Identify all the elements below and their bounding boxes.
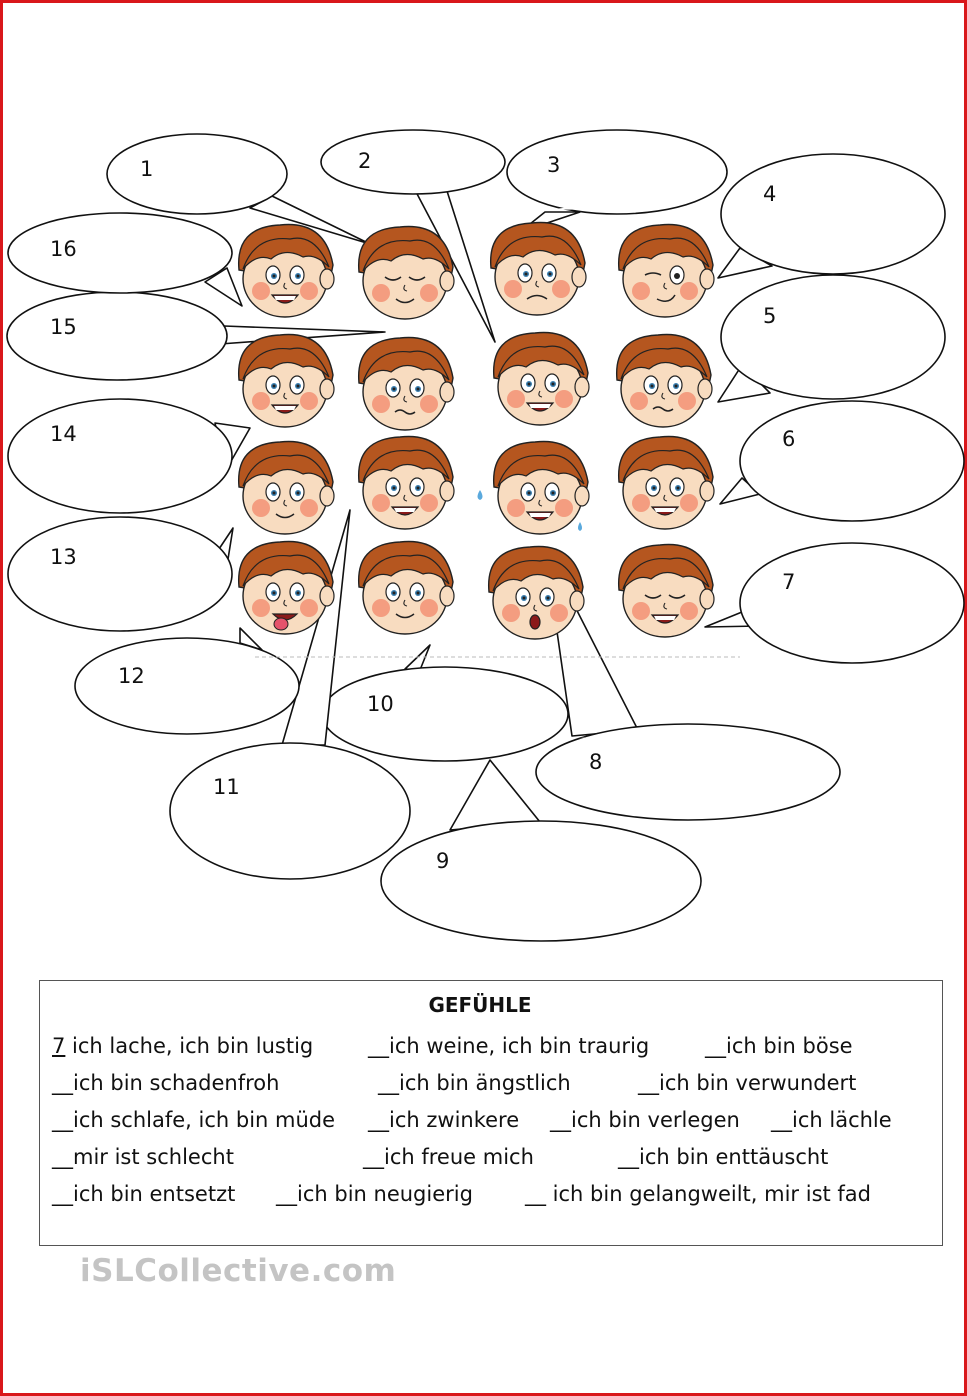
speech-bubble bbox=[8, 517, 232, 631]
answer-number[interactable]: 7 bbox=[52, 1034, 66, 1058]
speech-bubble bbox=[321, 130, 505, 194]
speech-bubble bbox=[740, 543, 964, 663]
phrase-text: __ich freue mich bbox=[363, 1145, 534, 1169]
face bbox=[619, 225, 714, 318]
phrase-text: __ich bin verlegen bbox=[550, 1108, 740, 1132]
phrase-item bbox=[368, 1034, 649, 1058]
phrase-item bbox=[550, 1108, 740, 1132]
phrase-text: __ich bin neugierig bbox=[276, 1182, 473, 1206]
site-watermark: iSLCollective.com bbox=[80, 1253, 397, 1289]
face bbox=[239, 442, 334, 535]
phrase-item bbox=[638, 1071, 856, 1095]
speech-bubble bbox=[721, 154, 945, 274]
face bbox=[359, 542, 454, 635]
phrase-text: __ich bin schadenfroh bbox=[52, 1071, 280, 1095]
phrase-item bbox=[276, 1182, 473, 1206]
speech-bubble bbox=[75, 638, 299, 734]
face bbox=[359, 437, 454, 530]
bubble-number: 16 bbox=[50, 237, 77, 261]
phrase-item bbox=[378, 1071, 571, 1095]
speech-bubble bbox=[721, 275, 945, 399]
speech-bubble bbox=[8, 213, 232, 293]
phrase-text: ich lache, ich bin lustig bbox=[65, 1034, 314, 1058]
speech-bubble bbox=[536, 724, 840, 820]
speech-bubble bbox=[322, 667, 568, 761]
phrase-text: __mir ist schlecht bbox=[52, 1145, 234, 1169]
phrase-item bbox=[525, 1182, 871, 1206]
phrase-item bbox=[705, 1034, 853, 1058]
bubble-number: 1 bbox=[140, 157, 154, 181]
phrase-item bbox=[771, 1108, 892, 1132]
phrase-text: __ich zwinkere bbox=[368, 1108, 520, 1132]
phrase-text: __ich bin verwundert bbox=[638, 1071, 857, 1095]
speech-bubbles bbox=[7, 130, 964, 941]
bubble-number: 10 bbox=[367, 692, 394, 716]
speech-bubble bbox=[507, 130, 727, 214]
face bbox=[239, 225, 334, 318]
phrase-item bbox=[52, 1182, 235, 1206]
phrase-item bbox=[52, 1071, 279, 1095]
bubble-number: 6 bbox=[782, 427, 796, 451]
phrase-item bbox=[52, 1034, 313, 1058]
phrase-item bbox=[52, 1108, 335, 1132]
bubble-number: 9 bbox=[436, 849, 450, 873]
phrase-text: __ich weine, ich bin traurig bbox=[368, 1034, 650, 1058]
face bbox=[359, 338, 454, 431]
phrase-text: __ich bin böse bbox=[705, 1034, 853, 1058]
bubble-number: 12 bbox=[118, 664, 145, 688]
face bbox=[617, 335, 712, 428]
phrase-text: __ ich bin gelangweilt, mir ist fad bbox=[525, 1182, 872, 1206]
bubble-number: 4 bbox=[763, 182, 777, 206]
face bbox=[494, 333, 589, 426]
phrase-text: __ich bin ängstlich bbox=[378, 1071, 571, 1095]
face bbox=[359, 227, 454, 320]
phrase-text: __ich schlafe, ich bin müde bbox=[52, 1108, 336, 1132]
phrase-item bbox=[363, 1145, 534, 1169]
phrase-text: __ich lächle bbox=[771, 1108, 892, 1132]
bubble-number: 14 bbox=[50, 422, 77, 446]
bubble-number: 13 bbox=[50, 545, 77, 569]
bubble-number: 8 bbox=[589, 750, 603, 774]
face bbox=[478, 442, 590, 535]
speech-bubble bbox=[381, 821, 701, 941]
bubble-tail bbox=[450, 760, 540, 830]
speech-bubble bbox=[7, 292, 227, 380]
phrase-text: __ich bin entsetzt bbox=[52, 1182, 236, 1206]
speech-bubble bbox=[740, 401, 964, 521]
bubble-number: 15 bbox=[50, 315, 77, 339]
bubble-number: 11 bbox=[213, 775, 240, 799]
vocabulary-box bbox=[39, 980, 943, 1246]
phrase-item bbox=[618, 1145, 828, 1169]
face bbox=[619, 545, 714, 638]
phrase-item bbox=[368, 1108, 519, 1132]
speech-bubble bbox=[107, 134, 287, 214]
speech-bubble bbox=[8, 399, 232, 513]
phrase-item bbox=[52, 1145, 234, 1169]
face bbox=[491, 223, 586, 316]
faces-grid bbox=[239, 223, 740, 658]
face bbox=[619, 437, 714, 530]
face bbox=[239, 335, 334, 428]
bubble-number: 5 bbox=[763, 304, 777, 328]
bubble-number: 3 bbox=[547, 153, 561, 177]
vocabulary-title: GEFÜHLE bbox=[428, 993, 532, 1017]
bubble-number: 7 bbox=[782, 570, 796, 594]
speech-bubble bbox=[170, 743, 410, 879]
phrase-text: __ich bin enttäuscht bbox=[618, 1145, 829, 1169]
bubble-number: 2 bbox=[358, 149, 372, 173]
